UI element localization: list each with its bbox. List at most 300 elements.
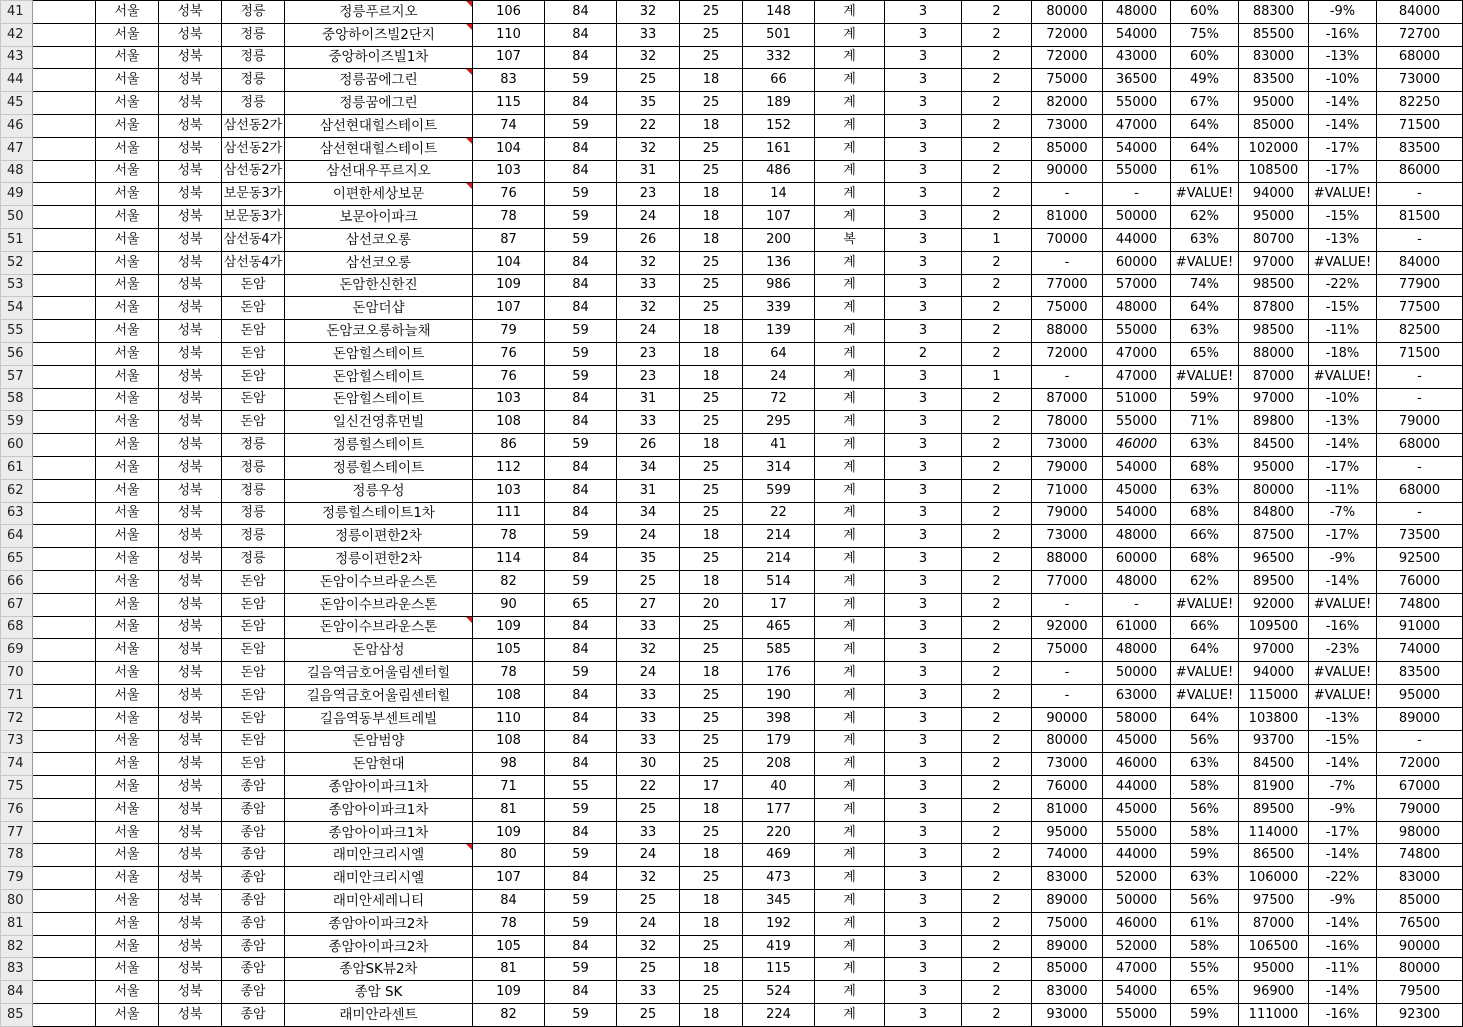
jeonse-ratio-cell[interactable]: 68% <box>1171 456 1239 479</box>
pyeong-exclusive-cell[interactable]: 25 <box>680 160 743 183</box>
complex-name-cell[interactable]: 삼선대우푸르지오 <box>285 160 473 183</box>
sale-price-cell[interactable]: 72000 <box>1032 46 1103 69</box>
district-cell[interactable]: 성북 <box>159 297 222 320</box>
rooms-cell[interactable]: 3 <box>885 137 962 160</box>
sale-price-cell[interactable]: 92000 <box>1032 616 1103 639</box>
heating-type-cell[interactable]: 계 <box>815 525 885 548</box>
rooms-cell[interactable]: 3 <box>885 867 962 890</box>
area-supply-cell[interactable]: 104 <box>473 137 545 160</box>
pyeong-supply-cell[interactable]: 25 <box>617 1004 680 1027</box>
region-cell[interactable]: 서울 <box>96 23 159 46</box>
jeonse-price-cell[interactable]: 44000 <box>1103 844 1171 867</box>
pyeong-supply-cell[interactable]: 25 <box>617 570 680 593</box>
heating-type-cell[interactable]: 계 <box>815 160 885 183</box>
baths-cell[interactable]: 2 <box>962 1 1032 24</box>
price-cell[interactable]: 74000 <box>1377 639 1463 662</box>
baths-cell[interactable]: 2 <box>962 958 1032 981</box>
pyeong-exclusive-cell[interactable]: 18 <box>680 114 743 137</box>
change-rate-cell[interactable]: -13% <box>1309 707 1377 730</box>
pyeong-supply-cell[interactable]: 33 <box>617 274 680 297</box>
area-supply-cell[interactable]: 76 <box>473 365 545 388</box>
pyeong-exclusive-cell[interactable]: 25 <box>680 297 743 320</box>
row-header[interactable]: 48 <box>1 160 33 183</box>
dong-cell[interactable]: 정릉 <box>222 456 285 479</box>
area-exclusive-cell[interactable]: 59 <box>545 958 617 981</box>
pyeong-exclusive-cell[interactable]: 25 <box>680 639 743 662</box>
col-a[interactable] <box>33 434 96 457</box>
pyeong-supply-cell[interactable]: 33 <box>617 684 680 707</box>
jeonse-ratio-cell[interactable]: 66% <box>1171 525 1239 548</box>
heating-type-cell[interactable]: 계 <box>815 46 885 69</box>
pyeong-supply-cell[interactable]: 33 <box>617 730 680 753</box>
dong-cell[interactable]: 돈암 <box>222 297 285 320</box>
pyeong-supply-cell[interactable]: 33 <box>617 616 680 639</box>
area-exclusive-cell[interactable]: 84 <box>545 684 617 707</box>
col-a[interactable] <box>33 890 96 913</box>
sale-price-cell[interactable]: 75000 <box>1032 639 1103 662</box>
heating-type-cell[interactable]: 계 <box>815 342 885 365</box>
baths-cell[interactable]: 2 <box>962 684 1032 707</box>
change-rate-cell[interactable]: -7% <box>1309 502 1377 525</box>
peak-price-cell[interactable]: 84500 <box>1239 434 1309 457</box>
complex-name-cell[interactable]: 돈암이수브라운스톤 <box>285 593 473 616</box>
dong-cell[interactable]: 돈암 <box>222 342 285 365</box>
region-cell[interactable]: 서울 <box>96 525 159 548</box>
households-cell[interactable]: 190 <box>743 684 815 707</box>
region-cell[interactable]: 서울 <box>96 662 159 685</box>
rooms-cell[interactable]: 3 <box>885 890 962 913</box>
baths-cell[interactable]: 2 <box>962 206 1032 229</box>
area-supply-cell[interactable]: 105 <box>473 935 545 958</box>
change-rate-cell[interactable]: -9% <box>1309 890 1377 913</box>
area-exclusive-cell[interactable]: 84 <box>545 730 617 753</box>
change-rate-cell[interactable]: -9% <box>1309 548 1377 571</box>
row-header[interactable]: 68 <box>1 616 33 639</box>
peak-price-cell[interactable]: 97000 <box>1239 251 1309 274</box>
district-cell[interactable]: 성북 <box>159 456 222 479</box>
complex-name-cell[interactable]: 정릉우성 <box>285 479 473 502</box>
pyeong-exclusive-cell[interactable]: 18 <box>680 570 743 593</box>
row-header[interactable]: 65 <box>1 548 33 571</box>
households-cell[interactable]: 176 <box>743 662 815 685</box>
baths-cell[interactable]: 2 <box>962 821 1032 844</box>
rooms-cell[interactable]: 3 <box>885 662 962 685</box>
households-cell[interactable]: 465 <box>743 616 815 639</box>
jeonse-ratio-cell[interactable]: 64% <box>1171 639 1239 662</box>
row-header[interactable]: 83 <box>1 958 33 981</box>
row-header[interactable]: 80 <box>1 890 33 913</box>
district-cell[interactable]: 성북 <box>159 183 222 206</box>
col-a[interactable] <box>33 274 96 297</box>
area-supply-cell[interactable]: 114 <box>473 548 545 571</box>
price-cell[interactable]: 84000 <box>1377 1 1463 24</box>
complex-name-cell[interactable]: 정릉힐스테이트 <box>285 456 473 479</box>
peak-price-cell[interactable]: 81900 <box>1239 776 1309 799</box>
change-rate-cell[interactable]: -16% <box>1309 616 1377 639</box>
households-cell[interactable]: 148 <box>743 1 815 24</box>
row-header[interactable]: 61 <box>1 456 33 479</box>
pyeong-exclusive-cell[interactable]: 18 <box>680 1004 743 1027</box>
households-cell[interactable]: 208 <box>743 753 815 776</box>
row-header[interactable]: 71 <box>1 684 33 707</box>
jeonse-ratio-cell[interactable]: #VALUE! <box>1171 662 1239 685</box>
dong-cell[interactable]: 종암 <box>222 935 285 958</box>
heating-type-cell[interactable]: 계 <box>815 434 885 457</box>
area-supply-cell[interactable]: 109 <box>473 616 545 639</box>
peak-price-cell[interactable]: 88300 <box>1239 1 1309 24</box>
price-cell[interactable]: 68000 <box>1377 46 1463 69</box>
col-a[interactable] <box>33 821 96 844</box>
col-a[interactable] <box>33 160 96 183</box>
price-cell[interactable]: 73000 <box>1377 69 1463 92</box>
dong-cell[interactable]: 돈암 <box>222 411 285 434</box>
heating-type-cell[interactable]: 계 <box>815 206 885 229</box>
region-cell[interactable]: 서울 <box>96 137 159 160</box>
district-cell[interactable]: 성북 <box>159 935 222 958</box>
change-rate-cell[interactable]: -22% <box>1309 867 1377 890</box>
area-supply-cell[interactable]: 103 <box>473 388 545 411</box>
area-supply-cell[interactable]: 81 <box>473 798 545 821</box>
dong-cell[interactable]: 정릉 <box>222 548 285 571</box>
rooms-cell[interactable]: 3 <box>885 411 962 434</box>
change-rate-cell[interactable]: -9% <box>1309 798 1377 821</box>
area-supply-cell[interactable]: 111 <box>473 502 545 525</box>
pyeong-supply-cell[interactable]: 30 <box>617 753 680 776</box>
pyeong-exclusive-cell[interactable]: 18 <box>680 69 743 92</box>
change-rate-cell[interactable]: -17% <box>1309 456 1377 479</box>
jeonse-ratio-cell[interactable]: 65% <box>1171 342 1239 365</box>
col-a[interactable] <box>33 388 96 411</box>
price-cell[interactable]: 92300 <box>1377 1004 1463 1027</box>
district-cell[interactable]: 성북 <box>159 1 222 24</box>
complex-name-cell[interactable]: 보문아이파크 <box>285 206 473 229</box>
row-header[interactable]: 74 <box>1 753 33 776</box>
area-exclusive-cell[interactable]: 84 <box>545 753 617 776</box>
sale-price-cell[interactable]: 81000 <box>1032 798 1103 821</box>
peak-price-cell[interactable]: 103800 <box>1239 707 1309 730</box>
dong-cell[interactable]: 보문동3가 <box>222 206 285 229</box>
heating-type-cell[interactable]: 계 <box>815 981 885 1004</box>
dong-cell[interactable]: 돈암 <box>222 388 285 411</box>
region-cell[interactable]: 서울 <box>96 228 159 251</box>
sale-price-cell[interactable]: 88000 <box>1032 548 1103 571</box>
change-rate-cell[interactable]: -17% <box>1309 525 1377 548</box>
change-rate-cell[interactable]: #VALUE! <box>1309 593 1377 616</box>
sale-price-cell[interactable]: 83000 <box>1032 867 1103 890</box>
heating-type-cell[interactable]: 계 <box>815 251 885 274</box>
dong-cell[interactable]: 정릉 <box>222 46 285 69</box>
sale-price-cell[interactable]: 75000 <box>1032 297 1103 320</box>
price-cell[interactable]: 79500 <box>1377 981 1463 1004</box>
jeonse-ratio-cell[interactable]: 56% <box>1171 798 1239 821</box>
col-a[interactable] <box>33 297 96 320</box>
sale-price-cell[interactable]: 90000 <box>1032 160 1103 183</box>
region-cell[interactable]: 서울 <box>96 502 159 525</box>
peak-price-cell[interactable]: 95000 <box>1239 456 1309 479</box>
jeonse-price-cell[interactable]: 54000 <box>1103 502 1171 525</box>
pyeong-exclusive-cell[interactable]: 25 <box>680 730 743 753</box>
pyeong-supply-cell[interactable]: 35 <box>617 548 680 571</box>
sale-price-cell[interactable]: - <box>1032 183 1103 206</box>
heating-type-cell[interactable]: 계 <box>815 502 885 525</box>
heating-type-cell[interactable]: 계 <box>815 821 885 844</box>
complex-name-cell[interactable]: 정릉힐스테이트 <box>285 434 473 457</box>
region-cell[interactable]: 서울 <box>96 411 159 434</box>
area-exclusive-cell[interactable]: 84 <box>545 548 617 571</box>
dong-cell[interactable]: 정릉 <box>222 479 285 502</box>
heating-type-cell[interactable]: 계 <box>815 707 885 730</box>
pyeong-exclusive-cell[interactable]: 25 <box>680 684 743 707</box>
complex-name-cell[interactable]: 일신건영휴먼빌 <box>285 411 473 434</box>
price-cell[interactable]: 95000 <box>1377 684 1463 707</box>
sale-price-cell[interactable]: - <box>1032 684 1103 707</box>
pyeong-exclusive-cell[interactable]: 25 <box>680 548 743 571</box>
col-a[interactable] <box>33 798 96 821</box>
jeonse-price-cell[interactable]: 46000 <box>1103 753 1171 776</box>
heating-type-cell[interactable]: 계 <box>815 92 885 115</box>
region-cell[interactable]: 서울 <box>96 342 159 365</box>
col-a[interactable] <box>33 137 96 160</box>
households-cell[interactable]: 398 <box>743 707 815 730</box>
price-cell[interactable]: 98000 <box>1377 821 1463 844</box>
price-cell[interactable]: 76000 <box>1377 570 1463 593</box>
rooms-cell[interactable]: 3 <box>885 1004 962 1027</box>
district-cell[interactable]: 성북 <box>159 479 222 502</box>
price-cell[interactable]: 79000 <box>1377 411 1463 434</box>
complex-name-cell[interactable]: 종암SK뷰2차 <box>285 958 473 981</box>
area-exclusive-cell[interactable]: 59 <box>545 1004 617 1027</box>
complex-name-cell[interactable]: 래미안크리시엘 <box>285 844 473 867</box>
jeonse-ratio-cell[interactable]: 63% <box>1171 320 1239 343</box>
area-exclusive-cell[interactable]: 84 <box>545 160 617 183</box>
sale-price-cell[interactable]: 85000 <box>1032 958 1103 981</box>
rooms-cell[interactable]: 3 <box>885 730 962 753</box>
col-a[interactable] <box>33 46 96 69</box>
sale-price-cell[interactable]: 77000 <box>1032 570 1103 593</box>
heating-type-cell[interactable]: 계 <box>815 137 885 160</box>
pyeong-supply-cell[interactable]: 32 <box>617 46 680 69</box>
pyeong-supply-cell[interactable]: 32 <box>617 867 680 890</box>
sale-price-cell[interactable]: 79000 <box>1032 456 1103 479</box>
baths-cell[interactable]: 2 <box>962 320 1032 343</box>
change-rate-cell[interactable]: -9% <box>1309 1 1377 24</box>
area-supply-cell[interactable]: 78 <box>473 912 545 935</box>
district-cell[interactable]: 성북 <box>159 388 222 411</box>
dong-cell[interactable]: 종암 <box>222 890 285 913</box>
sale-price-cell[interactable]: 75000 <box>1032 912 1103 935</box>
sale-price-cell[interactable]: 79000 <box>1032 502 1103 525</box>
area-supply-cell[interactable]: 79 <box>473 320 545 343</box>
jeonse-ratio-cell[interactable]: 63% <box>1171 434 1239 457</box>
area-supply-cell[interactable]: 107 <box>473 867 545 890</box>
change-rate-cell[interactable]: -23% <box>1309 639 1377 662</box>
pyeong-exclusive-cell[interactable]: 25 <box>680 981 743 1004</box>
heating-type-cell[interactable]: 계 <box>815 890 885 913</box>
jeonse-price-cell[interactable]: 43000 <box>1103 46 1171 69</box>
row-header[interactable]: 44 <box>1 69 33 92</box>
households-cell[interactable]: 514 <box>743 570 815 593</box>
pyeong-exclusive-cell[interactable]: 25 <box>680 411 743 434</box>
col-a[interactable] <box>33 707 96 730</box>
complex-name-cell[interactable]: 종암아이파크2차 <box>285 912 473 935</box>
jeonse-price-cell[interactable]: 55000 <box>1103 92 1171 115</box>
area-exclusive-cell[interactable]: 84 <box>545 251 617 274</box>
pyeong-supply-cell[interactable]: 24 <box>617 662 680 685</box>
jeonse-ratio-cell[interactable]: 61% <box>1171 160 1239 183</box>
pyeong-supply-cell[interactable]: 31 <box>617 479 680 502</box>
col-a[interactable] <box>33 730 96 753</box>
peak-price-cell[interactable]: 92000 <box>1239 593 1309 616</box>
rooms-cell[interactable]: 3 <box>885 69 962 92</box>
pyeong-exclusive-cell[interactable]: 25 <box>680 479 743 502</box>
baths-cell[interactable]: 2 <box>962 935 1032 958</box>
area-exclusive-cell[interactable]: 59 <box>545 183 617 206</box>
pyeong-supply-cell[interactable]: 23 <box>617 342 680 365</box>
row-header[interactable]: 56 <box>1 342 33 365</box>
change-rate-cell[interactable]: -14% <box>1309 844 1377 867</box>
district-cell[interactable]: 성북 <box>159 707 222 730</box>
area-exclusive-cell[interactable]: 59 <box>545 662 617 685</box>
area-supply-cell[interactable]: 78 <box>473 662 545 685</box>
complex-name-cell[interactable]: 정릉힐스테이트1차 <box>285 502 473 525</box>
district-cell[interactable]: 성북 <box>159 548 222 571</box>
district-cell[interactable]: 성북 <box>159 525 222 548</box>
region-cell[interactable]: 서울 <box>96 935 159 958</box>
baths-cell[interactable]: 2 <box>962 411 1032 434</box>
heating-type-cell[interactable]: 계 <box>815 183 885 206</box>
jeonse-price-cell[interactable]: 48000 <box>1103 639 1171 662</box>
area-supply-cell[interactable]: 110 <box>473 23 545 46</box>
complex-name-cell[interactable]: 돈암힐스테이트 <box>285 342 473 365</box>
baths-cell[interactable]: 2 <box>962 46 1032 69</box>
pyeong-exclusive-cell[interactable]: 25 <box>680 821 743 844</box>
area-exclusive-cell[interactable]: 84 <box>545 274 617 297</box>
rooms-cell[interactable]: 3 <box>885 912 962 935</box>
change-rate-cell[interactable]: -17% <box>1309 137 1377 160</box>
complex-name-cell[interactable]: 돈암더샵 <box>285 297 473 320</box>
pyeong-exclusive-cell[interactable]: 25 <box>680 137 743 160</box>
col-a[interactable] <box>33 69 96 92</box>
col-a[interactable] <box>33 867 96 890</box>
price-cell[interactable]: 80000 <box>1377 958 1463 981</box>
jeonse-price-cell[interactable]: 55000 <box>1103 160 1171 183</box>
households-cell[interactable]: 66 <box>743 69 815 92</box>
area-exclusive-cell[interactable]: 84 <box>545 479 617 502</box>
rooms-cell[interactable]: 3 <box>885 1 962 24</box>
households-cell[interactable]: 179 <box>743 730 815 753</box>
area-supply-cell[interactable]: 104 <box>473 251 545 274</box>
price-cell[interactable]: - <box>1377 183 1463 206</box>
pyeong-supply-cell[interactable]: 32 <box>617 251 680 274</box>
peak-price-cell[interactable]: 80700 <box>1239 228 1309 251</box>
change-rate-cell[interactable]: -13% <box>1309 411 1377 434</box>
col-a[interactable] <box>33 684 96 707</box>
row-header[interactable]: 84 <box>1 981 33 1004</box>
area-exclusive-cell[interactable]: 59 <box>545 570 617 593</box>
col-a[interactable] <box>33 593 96 616</box>
jeonse-price-cell[interactable]: 50000 <box>1103 662 1171 685</box>
change-rate-cell[interactable]: -13% <box>1309 228 1377 251</box>
heating-type-cell[interactable]: 계 <box>815 912 885 935</box>
area-exclusive-cell[interactable]: 84 <box>545 616 617 639</box>
complex-name-cell[interactable]: 종암아이파크2차 <box>285 935 473 958</box>
jeonse-price-cell[interactable]: 47000 <box>1103 958 1171 981</box>
dong-cell[interactable]: 보문동3가 <box>222 183 285 206</box>
complex-name-cell[interactable]: 종암아이파크1차 <box>285 776 473 799</box>
rooms-cell[interactable]: 3 <box>885 684 962 707</box>
jeonse-price-cell[interactable]: 46000 <box>1103 912 1171 935</box>
col-a[interactable] <box>33 981 96 1004</box>
area-exclusive-cell[interactable]: 59 <box>545 844 617 867</box>
households-cell[interactable]: 419 <box>743 935 815 958</box>
jeonse-ratio-cell[interactable]: #VALUE! <box>1171 183 1239 206</box>
district-cell[interactable]: 성북 <box>159 137 222 160</box>
dong-cell[interactable]: 정릉 <box>222 434 285 457</box>
region-cell[interactable]: 서울 <box>96 183 159 206</box>
jeonse-price-cell[interactable]: 60000 <box>1103 548 1171 571</box>
jeonse-price-cell[interactable]: 46000 <box>1103 434 1171 457</box>
region-cell[interactable]: 서울 <box>96 639 159 662</box>
area-supply-cell[interactable]: 74 <box>473 114 545 137</box>
baths-cell[interactable]: 2 <box>962 616 1032 639</box>
peak-price-cell[interactable]: 106500 <box>1239 935 1309 958</box>
row-header[interactable]: 79 <box>1 867 33 890</box>
households-cell[interactable]: 17 <box>743 593 815 616</box>
rooms-cell[interactable]: 3 <box>885 570 962 593</box>
region-cell[interactable]: 서울 <box>96 821 159 844</box>
region-cell[interactable]: 서울 <box>96 274 159 297</box>
change-rate-cell[interactable]: -14% <box>1309 753 1377 776</box>
area-supply-cell[interactable]: 71 <box>473 776 545 799</box>
baths-cell[interactable]: 2 <box>962 92 1032 115</box>
households-cell[interactable]: 314 <box>743 456 815 479</box>
sale-price-cell[interactable]: 90000 <box>1032 707 1103 730</box>
jeonse-ratio-cell[interactable]: #VALUE! <box>1171 684 1239 707</box>
baths-cell[interactable]: 1 <box>962 365 1032 388</box>
complex-name-cell[interactable]: 돈암삼성 <box>285 639 473 662</box>
jeonse-ratio-cell[interactable]: 64% <box>1171 114 1239 137</box>
area-exclusive-cell[interactable]: 59 <box>545 798 617 821</box>
region-cell[interactable]: 서울 <box>96 479 159 502</box>
district-cell[interactable]: 성북 <box>159 160 222 183</box>
jeonse-ratio-cell[interactable]: 66% <box>1171 616 1239 639</box>
district-cell[interactable]: 성북 <box>159 251 222 274</box>
dong-cell[interactable]: 돈암 <box>222 593 285 616</box>
rooms-cell[interactable]: 3 <box>885 821 962 844</box>
jeonse-price-cell[interactable]: 48000 <box>1103 297 1171 320</box>
col-a[interactable] <box>33 456 96 479</box>
peak-price-cell[interactable]: 84500 <box>1239 753 1309 776</box>
heating-type-cell[interactable]: 복 <box>815 228 885 251</box>
heating-type-cell[interactable]: 계 <box>815 570 885 593</box>
jeonse-price-cell[interactable]: 54000 <box>1103 456 1171 479</box>
peak-price-cell[interactable]: 102000 <box>1239 137 1309 160</box>
households-cell[interactable]: 200 <box>743 228 815 251</box>
pyeong-supply-cell[interactable]: 31 <box>617 160 680 183</box>
change-rate-cell[interactable]: -22% <box>1309 274 1377 297</box>
region-cell[interactable]: 서울 <box>96 730 159 753</box>
households-cell[interactable]: 220 <box>743 821 815 844</box>
price-cell[interactable]: 71500 <box>1377 342 1463 365</box>
jeonse-price-cell[interactable]: 47000 <box>1103 342 1171 365</box>
jeonse-ratio-cell[interactable]: #VALUE! <box>1171 593 1239 616</box>
dong-cell[interactable]: 돈암 <box>222 707 285 730</box>
pyeong-supply-cell[interactable]: 32 <box>617 137 680 160</box>
price-cell[interactable]: 72000 <box>1377 753 1463 776</box>
households-cell[interactable]: 192 <box>743 912 815 935</box>
price-cell[interactable]: 68000 <box>1377 434 1463 457</box>
region-cell[interactable]: 서울 <box>96 867 159 890</box>
